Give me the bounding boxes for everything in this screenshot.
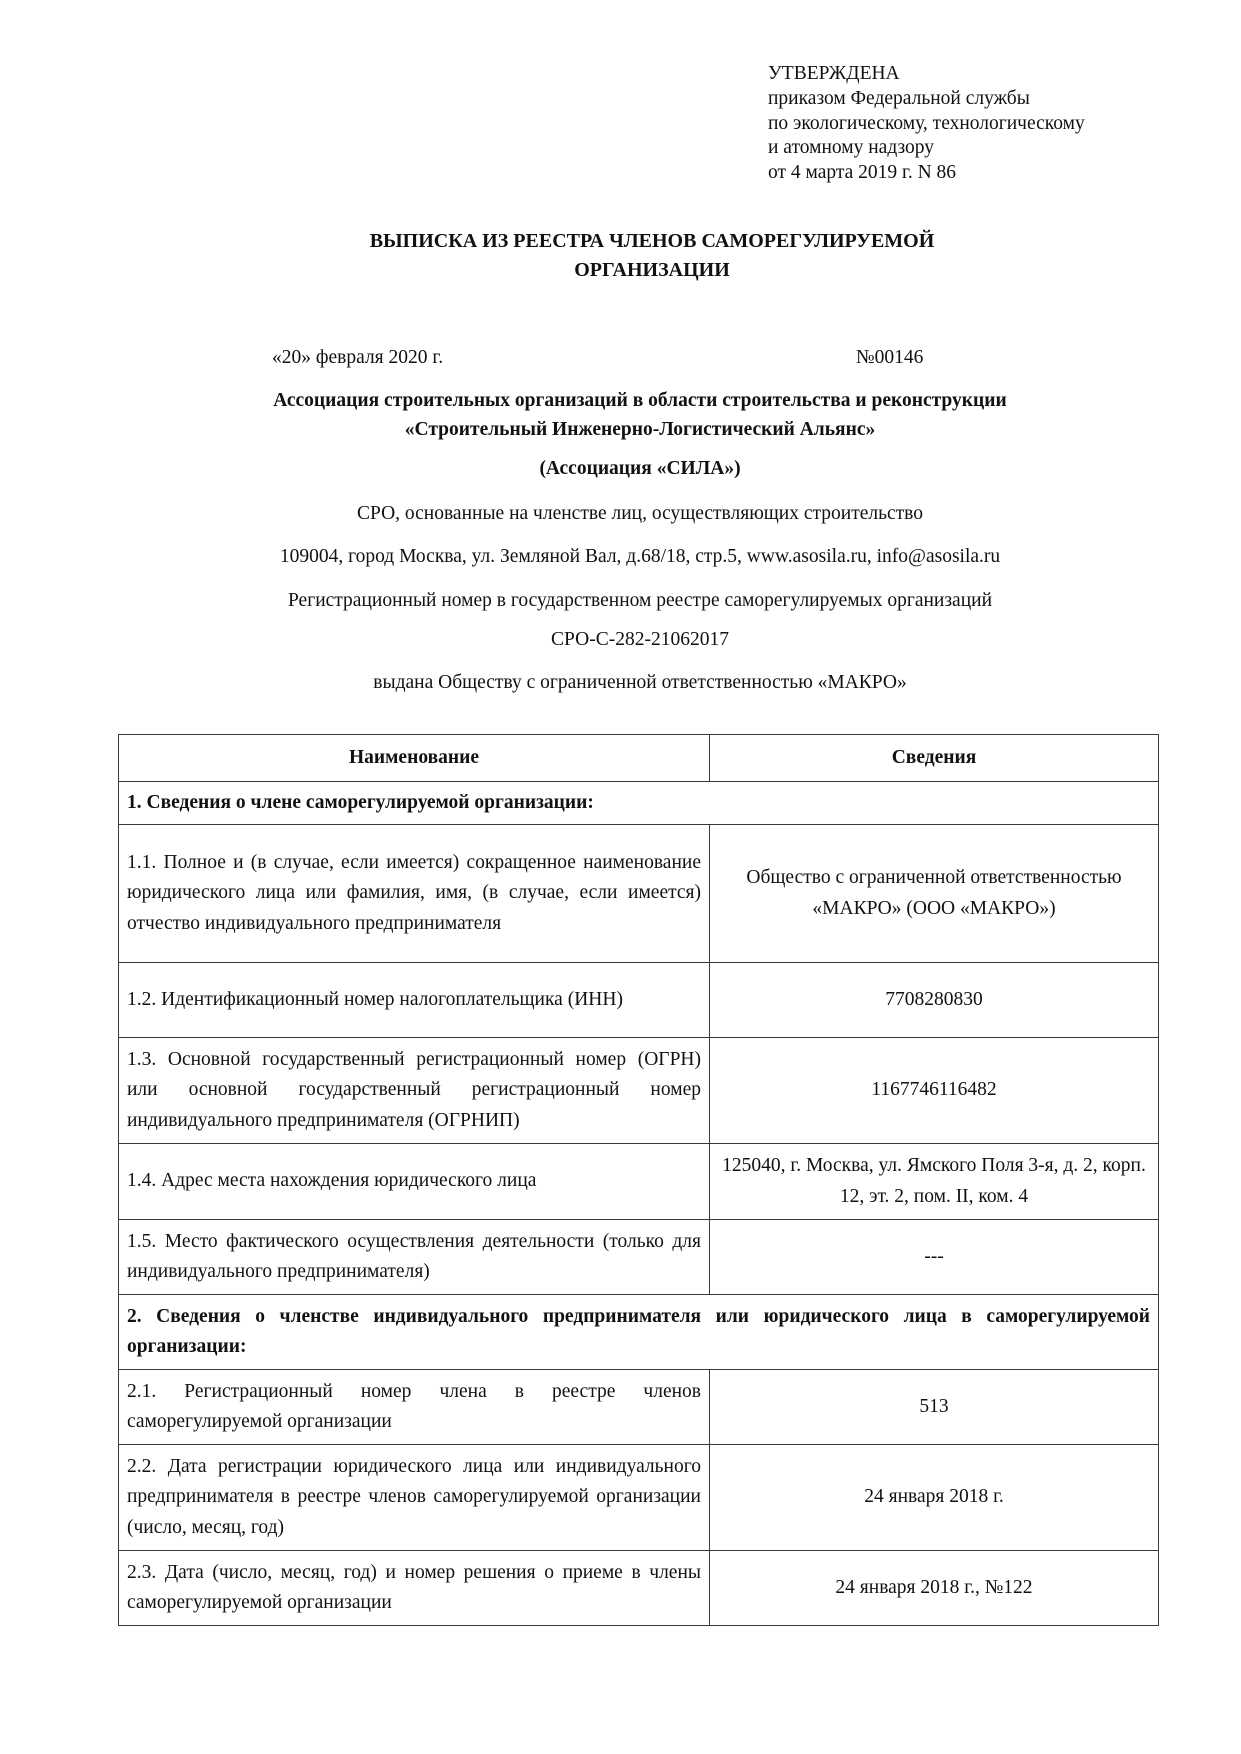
approval-stamp [768,62,1208,186]
table-row [119,1551,1159,1626]
row-name: 1.5. Место фактического осуществления деятельности (только для индивидуального предпринимателя) [119,1220,710,1295]
row-value: --- [710,1220,1159,1295]
table-row [119,1445,1159,1551]
document-number: №00146 [856,347,924,368]
table-row [119,1220,1159,1295]
issued-to: выдана Обществу с ограниченной ответственностью «МАКРО» [373,672,907,693]
table-section-row [119,1295,1159,1370]
table-row [119,1370,1159,1445]
approval-line: от 4 марта 2019 г. N 86 [768,162,957,183]
registry-table [118,734,1159,1626]
row-name: 1.1. Полное и (в случае, если имеется) сокращенное наименование юридического лица или фамилия, имя, (в случае, если имеется) отчество индивидуального предпринимателя [119,825,710,963]
row-name: 1.3. Основной государственный регистрационный номер (ОГРН) или основной государственный регистрационный номер индивидуального предпринимателя (ОГРНИП) [119,1038,710,1144]
approval-line: УТВЕРЖДЕНА [768,63,900,84]
row-value: Общество с ограниченной ответственностью «МАКРО» (ООО «МАКРО») [710,825,1159,963]
registry-label: Регистрационный номер в государственном реестре саморегулируемых организаций [287,590,993,611]
organization-type: СРО, основанные на членстве лиц, осуществляющих строительство [356,503,923,524]
row-name: 1.2. Идентификационный номер налогоплательщика (ИНН) [119,963,710,1038]
organization-name-line: «Строительный Инженерно-Логистический Альянс» [404,419,876,440]
row-value: 7708280830 [710,963,1159,1038]
row-name: 2.3. Дата (число, месяц, год) и номер решения о приеме в члены саморегулируемой организации [119,1551,710,1626]
table-row [119,825,1159,963]
column-header-value: Сведения [710,735,1159,782]
row-value: 125040, г. Москва, ул. Ямского Поля 3-я, д. 2, корп. 12, эт. 2, пом. II, ком. 4 [710,1144,1159,1220]
row-name: 1.4. Адрес места нахождения юридического лица [119,1144,710,1220]
registry-number: СРО-С-282-21062017 [551,629,729,650]
table-row [119,1038,1159,1144]
organization-address: 109004, город Москва, ул. Земляной Вал, д.68/18, стр.5, www.asosila.ru, info@asosila.ru [279,546,1001,567]
document-title [220,227,1084,285]
table-section-row [119,782,1159,825]
document-date: «20» февраля 2020 г. [272,347,444,368]
row-value: 513 [710,1370,1159,1445]
document-title-line: ОРГАНИЗАЦИИ [574,259,730,281]
row-value: 1167746116482 [710,1038,1159,1144]
row-name: 2.2. Дата регистрации юридического лица или индивидуального предпринимателя в реестре членов саморегулируемой организации (число, месяц, год) [119,1445,710,1551]
section-heading: 2. Сведения о членстве индивидуального предпринимателя или юридического лица в саморегулируемой организации: [119,1295,1159,1370]
section-heading: 1. Сведения о члене саморегулируемой организации: [119,782,1159,825]
row-value: 24 января 2018 г. [710,1445,1159,1551]
column-header-name: Наименование [119,735,710,782]
document-title-line: ВЫПИСКА ИЗ РЕЕСТРА ЧЛЕНОВ САМОРЕГУЛИРУЕМОЙ [369,230,935,252]
table-row [119,1144,1159,1220]
approval-line: по экологическому, технологическому [768,112,1085,134]
table-row [119,963,1159,1038]
row-value: 24 января 2018 г., №122 [710,1551,1159,1626]
organization-short-name: (Ассоциация «СИЛА») [539,458,741,479]
approval-line: и атомному надзору [768,137,935,159]
organization-name-line: Ассоциация строительных организаций в области строительства и реконструкции [273,390,1007,411]
table-header-row [119,735,1159,782]
approval-line: приказом Федеральной службы [768,87,1030,109]
row-name: 2.1. Регистрационный номер члена в реестре членов саморегулируемой организации [119,1370,710,1445]
